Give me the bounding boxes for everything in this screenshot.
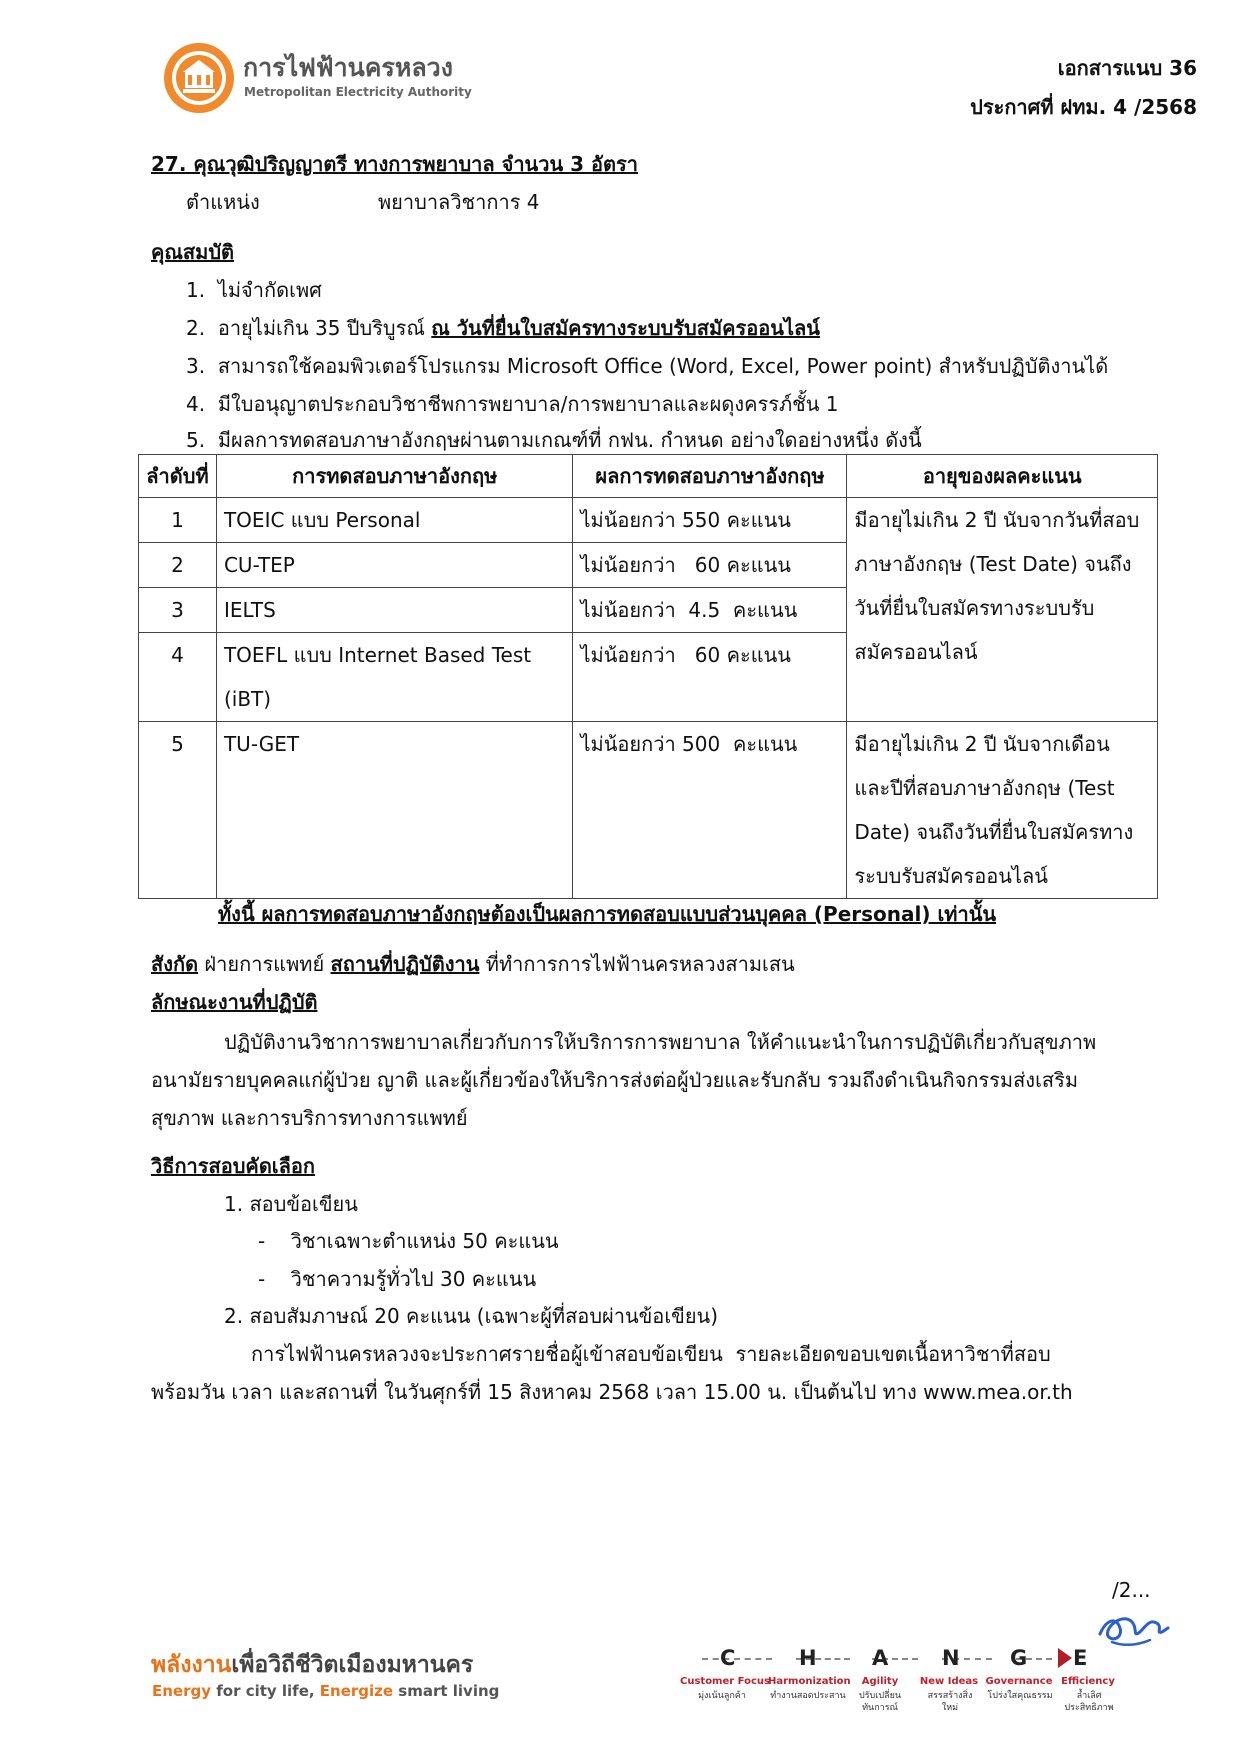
row-no: 2 [139,543,217,588]
change-label-en: Harmonization [768,1676,851,1687]
table-note: ทั้งนี้ ผลการทดสอบภาษาอังกฤษต้องเป็นผลการทดสอบแบบส่วนบุคคล (Personal) เท่านั้น [218,902,997,926]
job-line: สุขภาพ และการบริการทางการแพทย์ [151,1106,468,1130]
play-arrow-icon [1058,1648,1072,1668]
slogan-en-accent: Energy [152,1682,212,1700]
change-label-th: ปรับเปลี่ยนทันการณ์ [859,1691,901,1713]
validity-line: มีอายุไม่เกิน 2 ปี นับจากเดือน [854,732,1110,756]
selection-heading: วิธีการสอบคัดเลือก [151,1154,316,1178]
affiliation-label: สังกัด [151,952,199,976]
qualification-item [186,424,922,456]
validity-line: ระบบรับสมัครออนไลน์ [854,864,1048,888]
change-label-en: New Ideas [919,1676,979,1687]
row-no: 5 [139,722,217,899]
item-text: ไม่จำกัดเพศ [217,278,322,302]
position-label: ตำแหน่ง [186,190,260,214]
change-label-en: Governance [985,1676,1053,1687]
validity-line: และปีที่สอบภาษาอังกฤษ (Test [854,776,1115,800]
selection-announce: พร้อมวัน เวลา และสถานที่ ในวันศุกร์ที่ 15 สิงหาคม 2568 เวลา 15.00 น. เป็นต้นไป ทาง www.mea.or.th [151,1380,1073,1404]
change-label-th: สรรสร้างสิ่งใหม่ [927,1691,973,1713]
validity-line: ภาษาอังกฤษ (Test Date) จนถึง [854,552,1132,576]
table-row [139,498,1158,543]
score-validity-group-2 [847,722,1158,899]
col-header-no: ลำดับที่ [139,455,217,498]
row-score: ไม่น้อยกว่า 60 คะแนน [573,543,847,588]
change-label-th: ทำงานสอดประสาน [770,1691,846,1701]
item-number: 1. [186,278,206,302]
validity-line: Date) จนถึงวันที่ยื่นใบสมัครทาง [854,820,1134,844]
row-test-line: (iBT) [223,687,272,711]
validity-line: สมัครออนไลน์ [854,640,978,664]
change-label-en: Customer Focus [680,1676,770,1687]
section-title: 27. คุณวุฒิปริญญาตรี ทางการพยาบาล จำนวน 3 อัตรา [151,152,638,176]
table-row [139,722,1158,899]
signature-icon [1092,1598,1172,1650]
row-test [216,633,573,722]
slogan-en-accent: Energize [319,1682,394,1700]
job-heading: ลักษณะงานที่ปฏิบัติ [151,990,318,1014]
change-letter-a: A [872,1646,889,1670]
selection-sub-text: วิชาความรู้ทั่วไป 30 คะแนน [290,1267,537,1291]
org-name-th: การไฟฟ้านครหลวง [243,53,453,82]
change-label-en: Agility [861,1676,899,1687]
org-name-en: Metropolitan Electricity Authority [244,85,472,99]
item-text: สามารถใช้คอมพิวเตอร์โปรแกรม Microsoft Office (Word, Excel, Power point) สำหรับปฏิบัติงานได้ [217,354,1109,378]
affiliation-value: ฝ่ายการแพทย์ [198,952,331,976]
row-score: ไม่น้อยกว่า 500 คะแนน [573,722,847,899]
row-score: ไม่น้อยกว่า 60 คะแนน [573,633,847,722]
row-no: 3 [139,588,217,633]
change-letter-h: H [799,1646,817,1670]
page-continuation: /2... [1112,1578,1151,1602]
col-header-score: ผลการทดสอบภาษาอังกฤษ [573,455,847,498]
affiliation-line [151,948,795,980]
change-values-banner [680,1646,1120,1736]
row-no: 1 [139,498,217,543]
workplace-label: สถานที่ปฏิบัติงาน [330,952,480,976]
change-letter-g: G [1010,1646,1028,1670]
selection-sub-text: วิชาเฉพาะตำแหน่ง 50 คะแนน [290,1229,559,1253]
row-test: TU-GET [216,722,573,899]
item-text-emphasis: ณ วันที่ยื่นใบสมัครทางระบบรับสมัครออนไลน์ [431,316,820,340]
change-label-en: Efficiency [1061,1676,1115,1687]
slogan-th-rest: เพื่อวิถีชีวิตเมืองมหานคร [231,1652,474,1678]
position-value: พยาบาลวิชาการ 4 [378,190,540,214]
selection-written: 1. สอบข้อเขียน [224,1192,358,1216]
row-test: IELTS [216,588,573,633]
workplace-value: ที่ทำการการไฟฟ้านครหลวงสามเสน [479,952,795,976]
qualification-item [186,388,838,420]
item-text: มีใบอนุญาตประกอบวิชาชีพการพยาบาล/การพยาบาลและผดุงครรภ์ชั้น 1 [217,392,839,416]
attachment-number: เอกสารแนบ 36 [1057,56,1197,80]
divider [702,1658,772,1660]
change-label-th: โปร่งใสคุณธรรม [987,1691,1053,1701]
slogan-en-text: smart living [393,1682,500,1700]
score-validity-group-1 [847,498,1158,722]
english-test-table [138,454,1158,899]
qualification-item [186,350,1108,382]
job-line: ปฏิบัติงานวิชาการพยาบาลเกี่ยวกับการให้บริการการพยาบาล ให้คำแนะนำในการปฏิบัติเกี่ยวกับสุขภาพ [224,1030,1097,1054]
qualification-item [186,312,820,344]
slogan-en-text: for city life, [211,1682,320,1700]
selection-interview: 2. สอบสัมภาษณ์ 20 คะแนน (เฉพาะผู้ที่สอบผ่านข้อเขียน) [224,1304,719,1328]
change-label-th: ล้ำเลิศประสิทธิภาพ [1064,1691,1114,1713]
selection-sub: - วิชาความรู้ทั่วไป 30 คะแนน [258,1267,537,1291]
item-number: 4. [186,392,206,416]
qualifications-heading: คุณสมบัติ [151,240,235,264]
selection-sub: - วิชาเฉพาะตำแหน่ง 50 คะแนน [258,1229,559,1253]
change-letter-e: E [1073,1646,1088,1670]
job-line: อนามัยรายบุคคลแก่ผู้ป่วย ญาติ และผู้เกี่ยวข้องให้บริการส่งต่อผู้ป่วยและรับกลับ รวมถึงดำเนินกิจกรรมส่งเสริม [151,1068,1079,1092]
slogan-th-accent: พลังงาน [151,1652,232,1678]
selection-announce: การไฟฟ้านครหลวงจะประกาศรายชื่อผู้เข้าสอบข้อเขียน รายละเอียดขอบเขตเนื้อหาวิชาที่สอบ [251,1342,1051,1366]
change-letter-n: N [942,1646,960,1670]
validity-line: วันที่ยื่นใบสมัครทางระบบรับ [854,596,1095,620]
change-label-th: มุ่งเน้นลูกค้า [698,1691,746,1701]
row-test: CU-TEP [216,543,573,588]
validity-line: มีอายุไม่เกิน 2 ปี นับจากวันที่สอบ [854,508,1140,532]
item-number: 5. [186,428,206,452]
col-header-test: การทดสอบภาษาอังกฤษ [216,455,573,498]
item-text: อายุไม่เกิน 35 ปีบริบูรณ์ [217,316,432,340]
footer-slogan-th [151,1647,473,1683]
announcement-number: ประกาศที่ ฝทม. 4 /2568 [970,95,1197,119]
row-no: 4 [139,633,217,722]
qualification-item [186,274,322,306]
item-text: มีผลการทดสอบภาษาอังกฤษผ่านตามเกณฑ์ที่ กฟน. กำหนด อย่างใดอย่างหนึ่ง ดังนี้ [217,428,922,452]
row-test: TOEIC แบบ Personal [216,498,573,543]
item-number: 2. [186,316,206,340]
row-test-line: TOEFL แบบ Internet Based Test [223,643,532,667]
change-letter-c: C [720,1646,736,1670]
row-score: ไม่น้อยกว่า 550 คะแนน [573,498,847,543]
footer-slogan-en [152,1682,499,1700]
col-header-age: อายุของผลคะแนน [847,455,1158,498]
table-header-row [139,455,1158,498]
mea-emblem-icon [163,42,235,114]
mea-logo [163,42,472,116]
row-score: ไม่น้อยกว่า 4.5 คะแนน [573,588,847,633]
item-number: 3. [186,354,206,378]
